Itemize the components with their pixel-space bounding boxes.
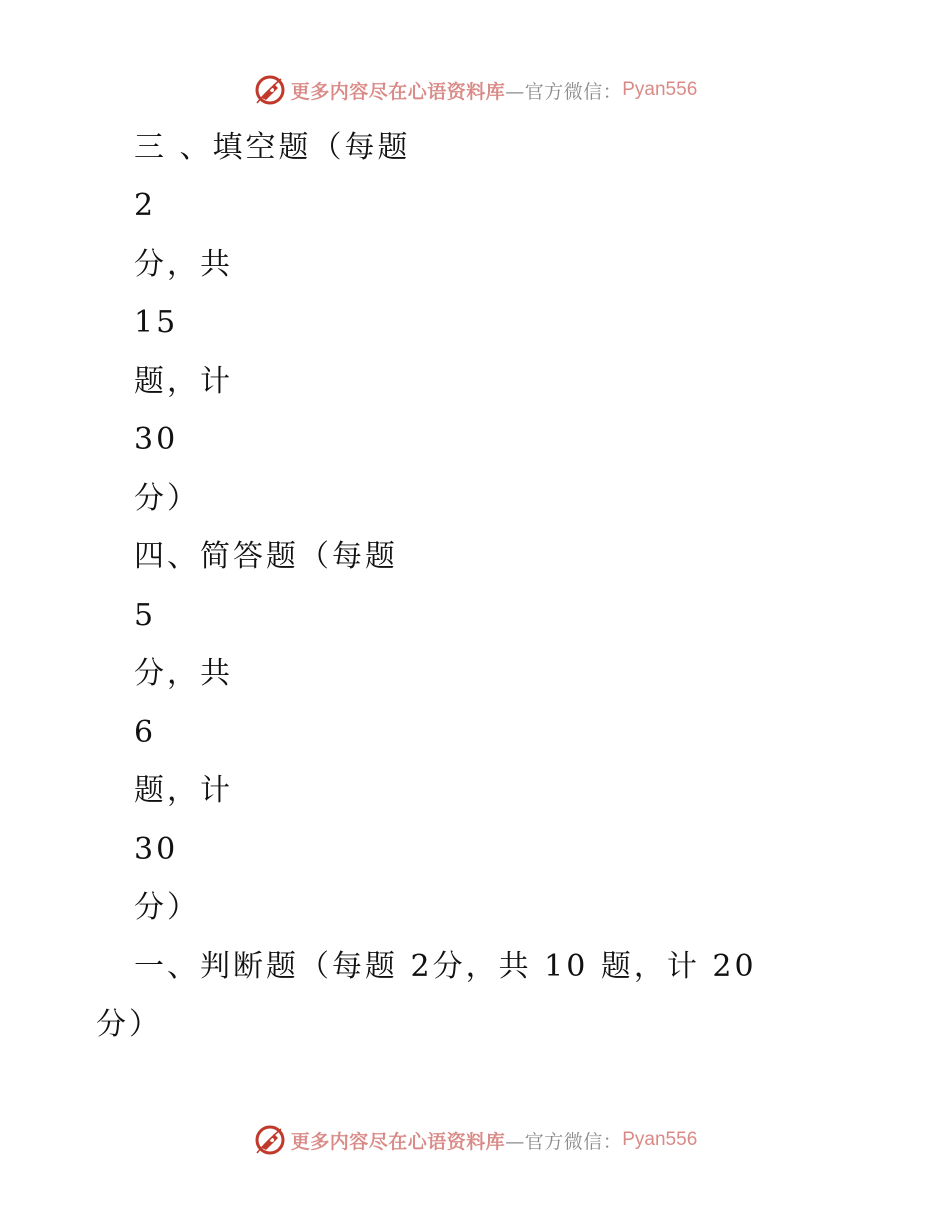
text-line: 6	[134, 715, 157, 750]
watermark-site-name: 更多内容尽在心语资料库	[290, 1130, 506, 1153]
header-watermark	[0, 70, 950, 110]
text-line: 30	[134, 422, 179, 457]
text-line: 题，计	[134, 773, 233, 808]
watermark-wechat-id: Pyan556	[622, 1129, 698, 1150]
footer-watermark	[0, 1120, 950, 1160]
text-line: 一、判断题（每题 2分，共 10 题，计 20	[134, 949, 757, 984]
text-line: 15	[134, 305, 179, 340]
text-line: 分，共	[134, 247, 233, 282]
watermark-wechat-label: —官方微信：	[505, 1130, 623, 1153]
text-line: 分，共	[134, 656, 233, 691]
text-line: 分）	[134, 890, 200, 925]
pen-nib-seal-icon	[253, 1123, 287, 1157]
text-line: 题，计	[134, 364, 233, 399]
watermark-wechat-label: —官方微信：	[505, 80, 623, 103]
text-line: 分）	[96, 1007, 162, 1042]
text-line: 5	[134, 598, 157, 633]
watermark-wechat-id: Pyan556	[622, 79, 698, 100]
text-line: 分）	[134, 481, 200, 516]
watermark-site-name: 更多内容尽在心语资料库	[290, 80, 506, 103]
pen-nib-seal-icon	[253, 73, 287, 107]
text-line: 三 、填空题（每题	[134, 130, 411, 165]
text-line: 四、简答题（每题	[134, 539, 398, 574]
text-line: 30	[134, 832, 179, 867]
text-line: 2	[134, 188, 157, 223]
